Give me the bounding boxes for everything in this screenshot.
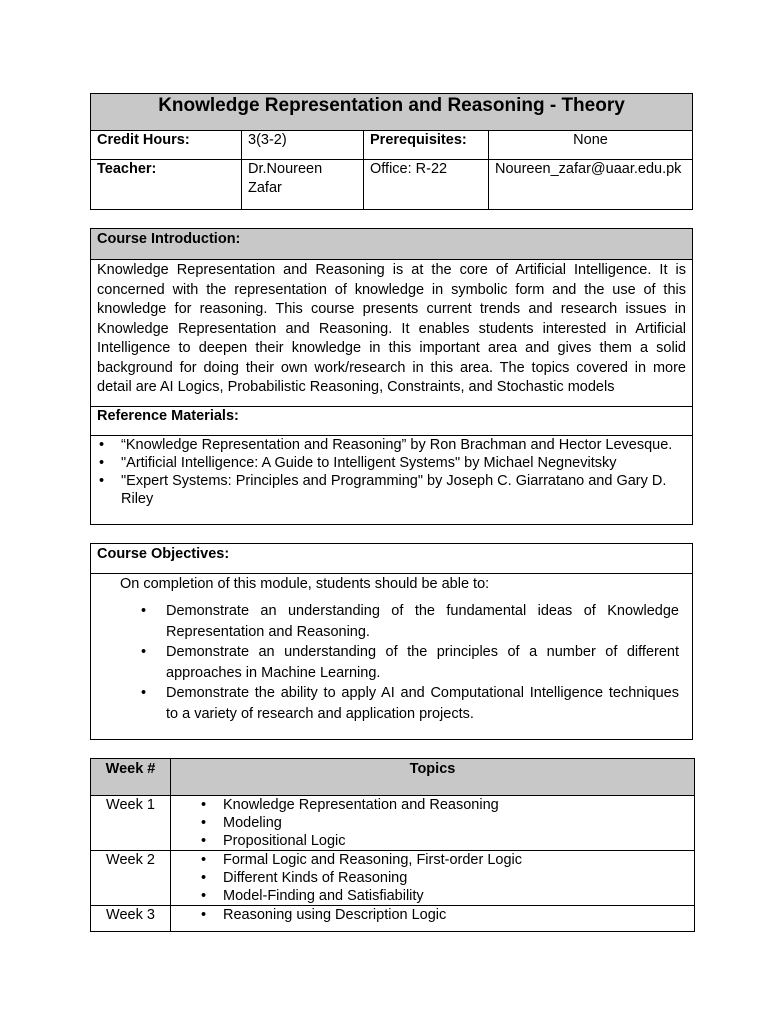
- references-list: [91, 436, 692, 508]
- intro-text: Knowledge Representation and Reasoning is at the core of Artificial Intelligence. It is concerned with the representation of knowledge in symbolic form and the use of this knowledge for reasoning. This course presents current trends and research issues in Knowledge Representation and Reasoning. It enables students interested in Artificial Intelligence to deepen their knowledge in this important area and gives them a solid background for doing their own work/research in this area. The topics covered in more detail are AI Logics, Probabilistic Reasoning, Constraints, and Stochastic models: [91, 260, 693, 407]
- credit-hours-label: Credit Hours:: [91, 131, 242, 160]
- list-item: • "Expert Systems: Principles and Programming" by Joseph C. Giarratano and Gary D. Riley: [113, 472, 686, 508]
- references-heading: Reference Materials:: [91, 407, 693, 436]
- references-cell: [91, 436, 693, 525]
- prerequisites-value: None: [489, 131, 693, 160]
- course-title: Knowledge Representation and Reasoning - Theory: [158, 95, 625, 116]
- week-label: Week 3: [91, 906, 171, 932]
- week-label: Week 2: [91, 851, 171, 906]
- week-label: Week 1: [91, 796, 171, 851]
- list-item: • Reasoning using Description Logic: [171, 906, 694, 924]
- list-item: • Knowledge Representation and Reasoning: [171, 796, 694, 814]
- objectives-list: [91, 601, 692, 724]
- course-header-table: [90, 93, 693, 210]
- objectives-heading: Course Objectives:: [91, 544, 693, 574]
- course-title-cell: [91, 94, 693, 131]
- objectives-intro: On completion of this module, students should be able to:: [120, 576, 490, 592]
- table-row: [91, 851, 695, 906]
- introduction-table: [90, 228, 693, 525]
- teacher-name: Dr.Noureen Zafar: [242, 160, 364, 210]
- office-value: Office: R-22: [364, 160, 489, 210]
- list-item: • Different Kinds of Reasoning: [171, 869, 694, 887]
- list-item: • Model-Finding and Satisfiability: [171, 887, 694, 905]
- week-topics: [171, 796, 695, 851]
- table-row: [91, 796, 695, 851]
- schedule-table: [90, 758, 695, 932]
- week-header: Week #: [91, 759, 171, 796]
- objectives-table: [90, 543, 693, 740]
- list-item: • Demonstrate an understanding of the principles of a number of different approaches in Machine Learning.: [91, 642, 692, 683]
- intro-heading: Course Introduction:: [91, 229, 693, 260]
- table-row: [91, 906, 695, 932]
- objectives-cell: [91, 574, 693, 740]
- list-item: • Demonstrate the ability to apply AI and Computational Intelligence techniques to a variety of research and application projects.: [91, 683, 692, 724]
- prerequisites-label: Prerequisites:: [364, 131, 489, 160]
- credit-hours-value: 3(3-2): [242, 131, 364, 160]
- week-topics: [171, 906, 695, 932]
- list-item: • Formal Logic and Reasoning, First-order Logic: [171, 851, 694, 869]
- list-item: • “Knowledge Representation and Reasoning” by Ron Brachman and Hector Levesque.: [113, 436, 686, 454]
- topics-header: Topics: [171, 759, 695, 796]
- teacher-email: Noureen_zafar@uaar.edu.pk: [489, 160, 693, 210]
- list-item: • Propositional Logic: [171, 832, 694, 850]
- teacher-label: Teacher:: [91, 160, 242, 210]
- list-item: • "Artificial Intelligence: A Guide to Intelligent Systems" by Michael Negnevitsky: [113, 454, 686, 472]
- list-item: • Demonstrate an understanding of the fundamental ideas of Knowledge Representation and Reasoning.: [91, 601, 692, 642]
- week-topics: [171, 851, 695, 906]
- list-item: • Modeling: [171, 814, 694, 832]
